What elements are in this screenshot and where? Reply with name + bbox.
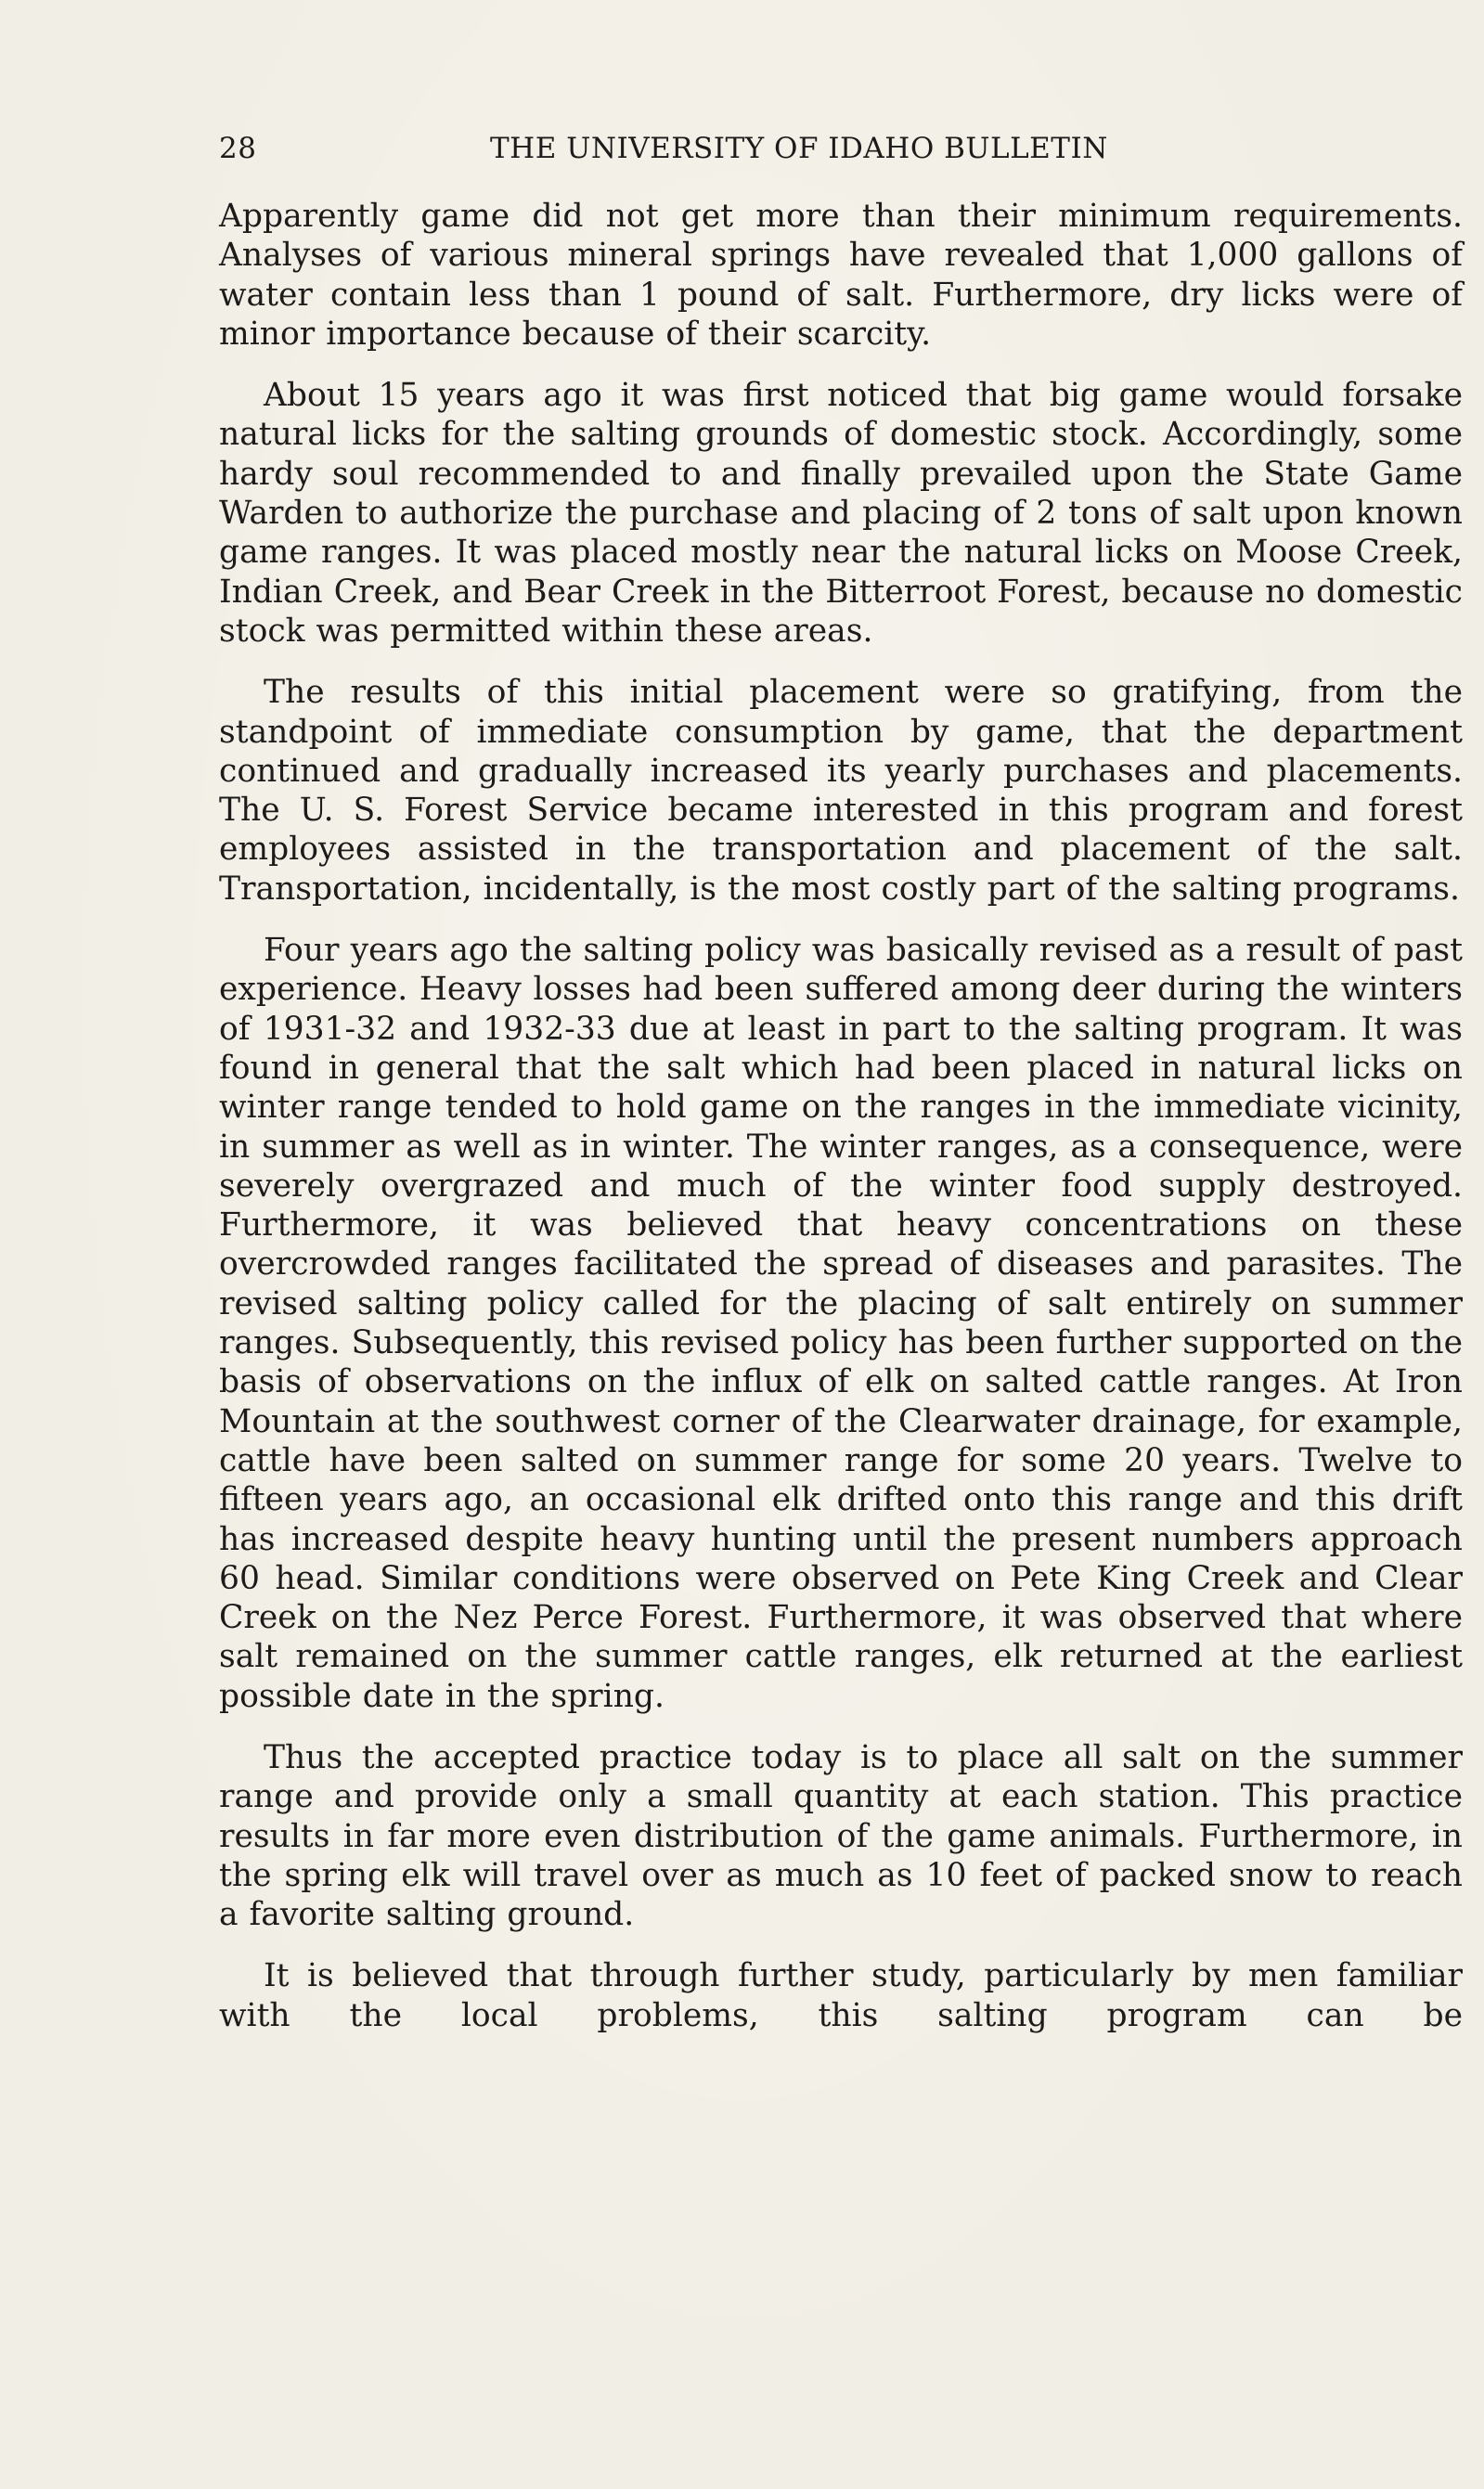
paragraph-6: It is believed that through further study, particularly by men familiar with the local problems, this salting program can be [219, 1957, 1463, 2034]
paragraph-1: Apparently game did not get more than their minimum requirements. Analyses of various mineral springs have revealed that 1,000 gallons of water contain less than 1 pound of salt. Furthermore, dry licks were of minor importance because of their scarcity. [219, 198, 1463, 353]
paragraph-2: About 15 years ago it was first noticed that big game would forsake natural licks for the salting grounds of domestic stock. Accordingly, some hardy soul recommended to and finally prevailed upon the State Game Warden to authorize the purchase and placing of 2 tons of salt upon known game ranges. It was placed mostly near the natural licks on Moose Creek, Indian Creek, and Bear Creek in the Bitterroot Forest, because no domestic stock was permitted within these areas. [219, 377, 1463, 650]
body-text [219, 197, 1463, 2057]
running-title: THE UNIVERSITY OF IDAHO BULLETIN [490, 132, 1108, 165]
page-number: 28 [219, 132, 257, 165]
paragraph-3: The results of this initial placement were so gratifying, from the standpoint of immediate consumption by game, that the department continued and gradually increased its yearly purchases and placements. The U. S. Forest Service became interested in this program and forest employees assisted in the transportation and placement of the salt. Transportation, incidentally, is the most costly part of the salting programs. [219, 674, 1463, 908]
page-header [219, 132, 1194, 169]
paragraph-4: Four years ago the salting policy was basically revised as a result of past experience. Heavy losses had been suffered among deer during the winters of 1931-32 and 1932-33 due at least in part to the salting program. It was found in general that the salt which had been placed in natural licks on winter range tended to hold game on the ranges in the immediate vicinity, in summer as well as in winter. The winter ranges, as a consequence, were severely overgrazed and much of the winter food supply destroyed. Furthermore, it was believed that heavy concentrations on these overcrowded ranges facilitated the spread of diseases and parasites. The revised salting policy called for the placing of salt entirely on summer ranges. Subsequently, this revised policy has been further supported on the basis of observations on the influx of elk on salted cattle ranges. At Iron Mountain at the southwest corner of the Clearwater drainage, for example, cattle have been salted on summer range for some 20 years. Twelve to fifteen years ago, an occasional elk drifted onto this range and this drift has increased despite heavy hunting until the present numbers approach 60 head. Similar conditions were observed on Pete King Creek and Clear Creek on the Nez Perce Forest. Furthermore, it was observed that where salt remained on the summer cattle ranges, elk returned at the earliest possible date in the spring. [219, 932, 1463, 1715]
paragraph-5: Thus the accepted practice today is to place all salt on the summer range and provide only a small quantity at each station. This practice results in far more even distribution of the game animals. Furthermore, in the spring elk will travel over as much as 10 feet of packed snow to reach a favorite salting ground. [219, 1738, 1463, 1934]
